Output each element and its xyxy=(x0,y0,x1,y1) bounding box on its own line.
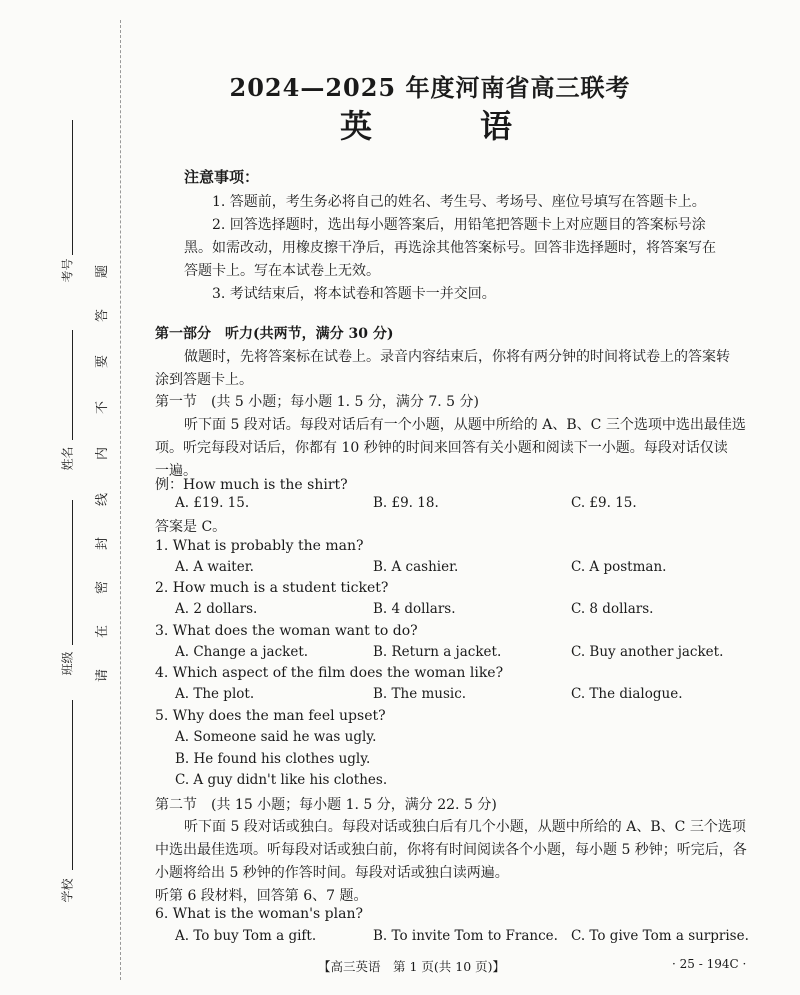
q4-option-b: B. The music. xyxy=(373,686,467,702)
section2-instruction: 中选出最佳选项。听每段对话或独白前，你将有时间阅读各个小题，每小题 5 秒钟；听完后，各 xyxy=(155,842,747,858)
notice-line: 2. 回答选择题时，选出每小题答案后，用铅笔把答题卡上对应题目的答案标号涂 xyxy=(212,217,706,233)
page-footer: 【高三英语 第 1 页(共 10 页)】 xyxy=(318,959,506,974)
section2-instruction: 小题将给出 5 秒钟的作答时间。每段对话或独白读两遍。 xyxy=(155,865,509,881)
part1-heading: 第一部分 听力(共两节，满分 30 分) xyxy=(155,326,394,342)
school-line xyxy=(72,700,73,870)
notice-heading: 注意事项： xyxy=(184,168,260,186)
notice-line: 1. 答题前，考生务必将自己的姓名、考生号、考场号、座位号填写在答题卡上。 xyxy=(212,194,706,210)
class-label: 班级 xyxy=(60,651,75,676)
question-3: 3. What does the woman want to do? xyxy=(155,623,418,639)
seal-char: 要 xyxy=(95,354,111,369)
q1-option-b: B. A cashier. xyxy=(373,559,459,575)
part1-intro: 涂到答题卡上。 xyxy=(155,372,253,388)
subject-title: 英 语 xyxy=(339,107,550,145)
q5-option-b: B. He found his clothes ugly. xyxy=(175,751,371,767)
part1-intro: 做题时，先将答案标在试卷上。录音内容结束后，你将有两分钟的时间将试卷上的答案转 xyxy=(184,349,730,365)
exam-number-label: 考号 xyxy=(60,258,75,283)
seal-char: 封 xyxy=(95,536,111,551)
q3-option-a: A. Change a jacket. xyxy=(175,644,309,660)
seal-char: 不 xyxy=(95,400,111,415)
question-5: 5. Why does the man feel upset? xyxy=(155,708,386,724)
q4-option-a: A. The plot. xyxy=(175,686,255,702)
q5-option-c: C. A guy didn't like his clothes. xyxy=(175,772,388,788)
section1-instruction: 一遍。 xyxy=(155,463,197,479)
section1-instruction: 项。听完每段对话后，你都有 10 秒钟的时间来回答有关小题和阅读下一小题。每段对话仅读 xyxy=(155,440,728,456)
section2-instruction: 听下面 5 段对话或独白。每段对话或独白后有几个小题，从题中所给的 A、B、C 三个选项 xyxy=(184,819,746,835)
seal-char: 答 xyxy=(95,308,111,323)
q2-option-b: B. 4 dollars. xyxy=(373,601,456,617)
q5-option-a: A. Someone said he was ugly. xyxy=(175,729,377,745)
q6-option-a: A. To buy Tom a gift. xyxy=(175,928,317,944)
q3-option-c: C. Buy another jacket. xyxy=(571,644,724,660)
notice-line: 答题卡上。写在本试卷上无效。 xyxy=(184,263,380,279)
q2-option-a: A. 2 dollars. xyxy=(175,601,258,617)
name-label: 姓名 xyxy=(60,446,75,471)
material-note: 听第 6 段材料，回答第 6、7 题。 xyxy=(155,888,368,904)
school-label: 学校 xyxy=(60,878,75,903)
name-line xyxy=(72,330,73,440)
example-option-b: B. £9. 18. xyxy=(373,495,439,511)
q3-option-b: B. Return a jacket. xyxy=(373,644,502,660)
question-4: 4. Which aspect of the film does the woman like? xyxy=(155,665,504,681)
seal-char: 题 xyxy=(95,264,111,279)
example-option-a: A. £19. 15. xyxy=(175,495,250,511)
example-question: 例：How much is the shirt? xyxy=(155,477,348,493)
q1-option-a: A. A waiter. xyxy=(175,559,254,575)
question-1: 1. What is probably the man? xyxy=(155,538,364,554)
section2-heading: 第二节 (共 15 小题；每小题 1. 5 分，满分 22. 5 分) xyxy=(155,797,497,813)
q4-option-c: C. The dialogue. xyxy=(571,686,683,702)
q2-option-c: C. 8 dollars. xyxy=(571,601,654,617)
q6-option-b: B. To invite Tom to France. xyxy=(373,928,558,944)
seal-char: 线 xyxy=(95,492,111,507)
example-answer: 答案是 C。 xyxy=(155,519,227,535)
q6-option-c: C. To give Tom a surprise. xyxy=(571,928,749,944)
notice-line: 3. 考试结束后，将本试卷和答题卡一并交回。 xyxy=(212,286,496,302)
example-option-c: C. £9. 15. xyxy=(571,495,637,511)
question-2: 2. How much is a student ticket? xyxy=(155,580,389,596)
question-6: 6. What is the woman's plan? xyxy=(155,906,363,922)
section1-instruction: 听下面 5 段对话。每段对话后有一个小题，从题中所给的 A、B、C 三个选项中选出最佳选 xyxy=(184,417,746,433)
seal-char: 请 xyxy=(95,668,111,683)
section1-heading: 第一节 (共 5 小题；每小题 1. 5 分，满分 7. 5 分) xyxy=(155,394,479,410)
q1-option-c: C. A postman. xyxy=(571,559,667,575)
seal-char: 在 xyxy=(95,624,111,639)
seal-char: 密 xyxy=(95,580,111,595)
notice-line: 黑。如需改动，用橡皮擦干净后，再选涂其他答案标号。回答非选择题时，将答案写在 xyxy=(184,240,716,256)
exam-title: 2024—2025 年度河南省高三联考 xyxy=(229,73,631,102)
seal-char: 内 xyxy=(95,446,111,461)
class-line xyxy=(72,500,73,645)
paper-code: · 25 - 194C · xyxy=(672,957,747,971)
fold-line xyxy=(120,20,121,980)
